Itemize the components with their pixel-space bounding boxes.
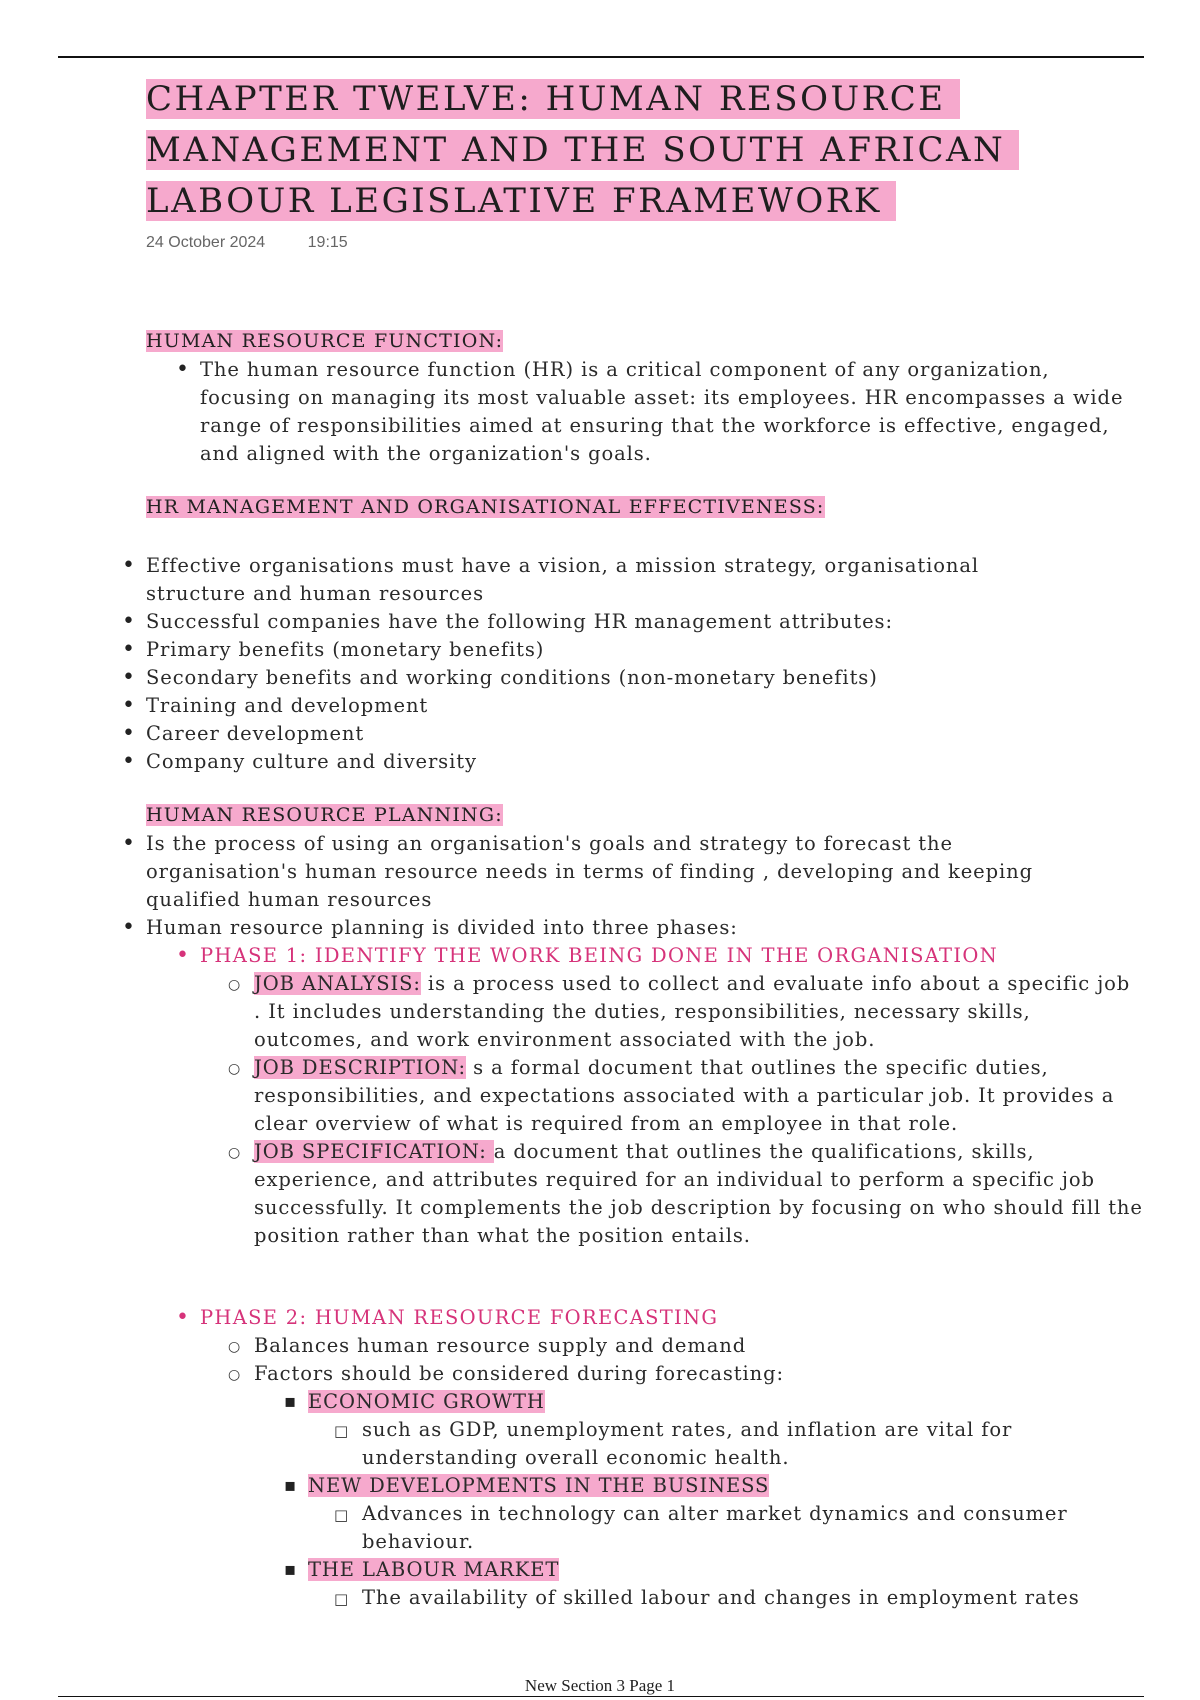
phase-1-title: • PHASE 1: IDENTIFY THE WORK BEING DONE IN THE ORGANISATION — [200, 942, 1150, 970]
phase-2-title: • PHASE 2: HUMAN RESOURCE FORECASTING — [200, 1304, 1150, 1332]
list-item: ○ Balances human resource supply and demand — [254, 1332, 1144, 1360]
factor-detail: □ The availability of skilled labour and changes in employment rates — [362, 1584, 1138, 1612]
factor-name: NEW DEVELOPMENTS IN THE BUSINESS — [308, 1474, 770, 1497]
list-item: • Training and development — [146, 692, 1086, 720]
page-meta — [146, 234, 386, 252]
factor-name: ECONOMIC GROWTH — [308, 1390, 545, 1413]
title-line-2: MANAGEMENT AND THE SOUTH AFRICAN — [146, 130, 1019, 170]
page-title — [146, 74, 1106, 227]
list-item-job-specification — [254, 1138, 1144, 1250]
list-item: • The human resource function (HR) is a critical component of any organization, focusing on managing its most valuable asset: its employees. HR encompasses a wide range of responsibilities aimed at ensuring that the workforce is effective, engaged, and aligned with the organization's goals. — [200, 356, 1135, 468]
definition-job-analysis: is a process used to collect and evaluate info about a specific job . It includes understanding the duties, responsibilities, necessary skills, outcomes, and work environment associated with the job. — [254, 972, 1131, 1051]
section-heading-text: HUMAN RESOURCE FUNCTION: — [146, 330, 504, 352]
factor-detail: □ such as GDP, unemployment rates, and inflation are vital for understanding overall economic health. — [362, 1416, 1138, 1472]
list-item: ○ Factors should be considered during forecasting: — [254, 1360, 1144, 1388]
factor-detail: □ Advances in technology can alter market dynamics and consumer behaviour. — [362, 1500, 1138, 1556]
phase-1-block — [200, 942, 1150, 970]
section-heading-hr-function — [146, 330, 503, 352]
forecasting-factors — [308, 1388, 1138, 1612]
definition-job-description: s a formal document that outlines the specific duties, responsibilities, and expectations associated with a particular job. It provides a clear overview of what is required from an employee in that role. — [254, 1056, 1115, 1135]
factor-name: THE LABOUR MARKET — [308, 1558, 560, 1581]
list-item-job-analysis — [254, 970, 1144, 1054]
term-job-specification: JOB SPECIFICATION: — [254, 1140, 494, 1163]
list-item-job-description — [254, 1054, 1144, 1138]
title-line-3: LABOUR LEGISLATIVE FRAMEWORK — [146, 181, 896, 221]
section-heading-hr-planning — [146, 804, 503, 826]
list-item: • Primary benefits (monetary benefits) — [146, 636, 1086, 664]
bottom-rule — [58, 1696, 1144, 1697]
page-footer: New Section 3 Page 1 — [524, 1676, 676, 1695]
phase-2-block — [200, 1304, 1150, 1332]
page-date: 24 October 2024 — [146, 234, 266, 251]
section-heading-text: HUMAN RESOURCE PLANNING: — [146, 804, 503, 826]
term-job-description: JOB DESCRIPTION: — [254, 1056, 467, 1079]
list-item: • Company culture and diversity — [146, 748, 1086, 776]
page-time: 19:15 — [307, 234, 348, 251]
section-hr-function-list — [200, 356, 1135, 468]
list-item: • Secondary benefits and working conditions (non-monetary benefits) — [146, 664, 1086, 692]
definition-job-specification: a document that outlines the qualifications, skills, experience, and attributes required for an individual to perform a specific job successfully. It complements the job description by focusing on who should fill the position rather than what the position entails. — [254, 1140, 1143, 1247]
title-line-1: CHAPTER TWELVE: HUMAN RESOURCE — [146, 79, 960, 119]
list-item: • Career development — [146, 720, 1086, 748]
section-hr-effectiveness-list — [146, 552, 1086, 776]
phase-1-items — [254, 970, 1144, 1250]
factor-labour-market — [308, 1556, 1138, 1584]
factor-new-developments — [308, 1472, 1138, 1500]
list-item: • Successful companies have the following HR management attributes: — [146, 608, 1086, 636]
section-heading-hr-effectiveness — [146, 496, 825, 518]
list-item: • Effective organisations must have a vision, a mission strategy, organisational structure and human resources — [146, 552, 1086, 608]
factor-economic-growth — [308, 1388, 1138, 1416]
phase-2-items — [254, 1332, 1144, 1388]
section-heading-text: HR MANAGEMENT AND ORGANISATIONAL EFFECTIVENESS: — [146, 496, 825, 518]
list-item: • Is the process of using an organisation's goals and strategy to forecast the organisation's human resource needs in terms of finding , developing and keeping qualified human resources — [146, 830, 1106, 914]
list-item: • Human resource planning is divided into three phases: — [146, 914, 1106, 942]
term-job-analysis: JOB ANALYSIS: — [254, 972, 421, 995]
top-rule — [58, 56, 1144, 58]
section-hr-planning-list — [146, 830, 1106, 942]
